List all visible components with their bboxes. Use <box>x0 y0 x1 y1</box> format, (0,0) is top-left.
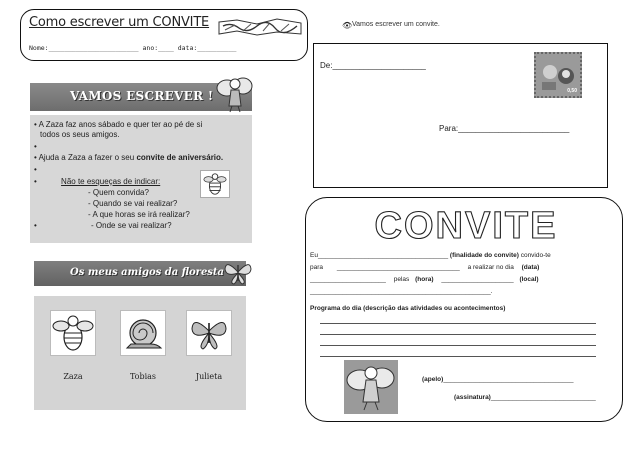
program-line[interactable] <box>320 323 596 324</box>
envelope-from-field[interactable]: De:_____________________ <box>320 61 426 70</box>
card-line-4: __________________________________________________. <box>310 288 493 295</box>
bullet-item: • - Onde se vai realizar? <box>34 221 172 230</box>
bee-icon <box>200 170 230 198</box>
card-line-1: Eu____________________________________ (finalidade do convite) convido-te <box>310 252 551 259</box>
bullet-item: • <box>34 142 37 151</box>
friends-banner-text: Os meus amigos da floresta <box>70 267 225 278</box>
friends-banner <box>34 261 246 286</box>
butterfly-icon <box>187 311 231 355</box>
bullet-item: todos os seus amigos. <box>40 130 120 139</box>
bullet-item: • Ajuda a Zaza a fazer o seu convite de aniversário. <box>34 153 224 162</box>
bullet-item: - Quem convida? <box>88 188 149 197</box>
card-line-3: _____________________ pelas (hora) ____________________ (local) <box>310 276 539 283</box>
bullet-item: • Não te esqueças de indicar: <box>34 177 161 186</box>
envelope-to-field[interactable]: Para:_________________________ <box>439 124 570 133</box>
julieta-butterfly-image <box>186 310 232 356</box>
stamp-value: 0,50 <box>567 88 577 94</box>
bullet-item: - Quando se vai realizar? <box>88 199 178 208</box>
program-line[interactable] <box>320 334 596 335</box>
name-year-date-fields[interactable]: Nome:_______________________ ano:____ data:__________ <box>29 44 237 52</box>
envelope <box>313 43 608 188</box>
fairy-icon <box>215 74 253 114</box>
program-line[interactable] <box>320 345 596 346</box>
program-label: Programa do dia (descrição das atividades ou acontecimentos) <box>310 305 506 312</box>
postage-stamp <box>534 52 582 98</box>
butterfly-icon <box>222 257 254 287</box>
zaza-bee-image <box>50 310 96 356</box>
fairy-icon <box>344 360 398 414</box>
convite-heading <box>346 206 586 244</box>
snail-icon <box>121 311 165 355</box>
friends-panel <box>34 296 246 410</box>
friend-name-julieta: Julieta <box>195 372 223 381</box>
header-box <box>20 9 308 61</box>
program-line[interactable] <box>320 356 596 357</box>
svg-text:CONVITE: CONVITE <box>374 206 558 244</box>
signature-field[interactable]: (assinatura)_____________________________ <box>454 394 596 401</box>
instruction-text: Vamos escrever um convite. <box>352 21 440 28</box>
bee-icon <box>51 311 95 355</box>
decorative-logo-icon <box>217 16 303 38</box>
friend-name-tobias: Tobias <box>129 372 157 381</box>
eye-icon: 👁 <box>342 21 353 30</box>
write-banner-text: VAMOS ESCREVER ! <box>70 89 214 103</box>
friend-name-zaza: Zaza <box>63 372 83 381</box>
tobias-snail-image <box>120 310 166 356</box>
bullet-item: • A Zaza faz anos sábado e quer ter ao pé de si <box>34 120 203 129</box>
bullet-item: • <box>34 165 37 174</box>
bullet-item: - A que horas se irá realizar? <box>88 210 190 219</box>
appeal-field[interactable]: (apelo)____________________________________ <box>422 376 574 383</box>
worksheet-title: Como escrever um CONVITE <box>29 15 210 30</box>
invitation-card <box>305 197 623 422</box>
card-line-2: para __________________________________ a realizar no dia (data) <box>310 264 540 271</box>
